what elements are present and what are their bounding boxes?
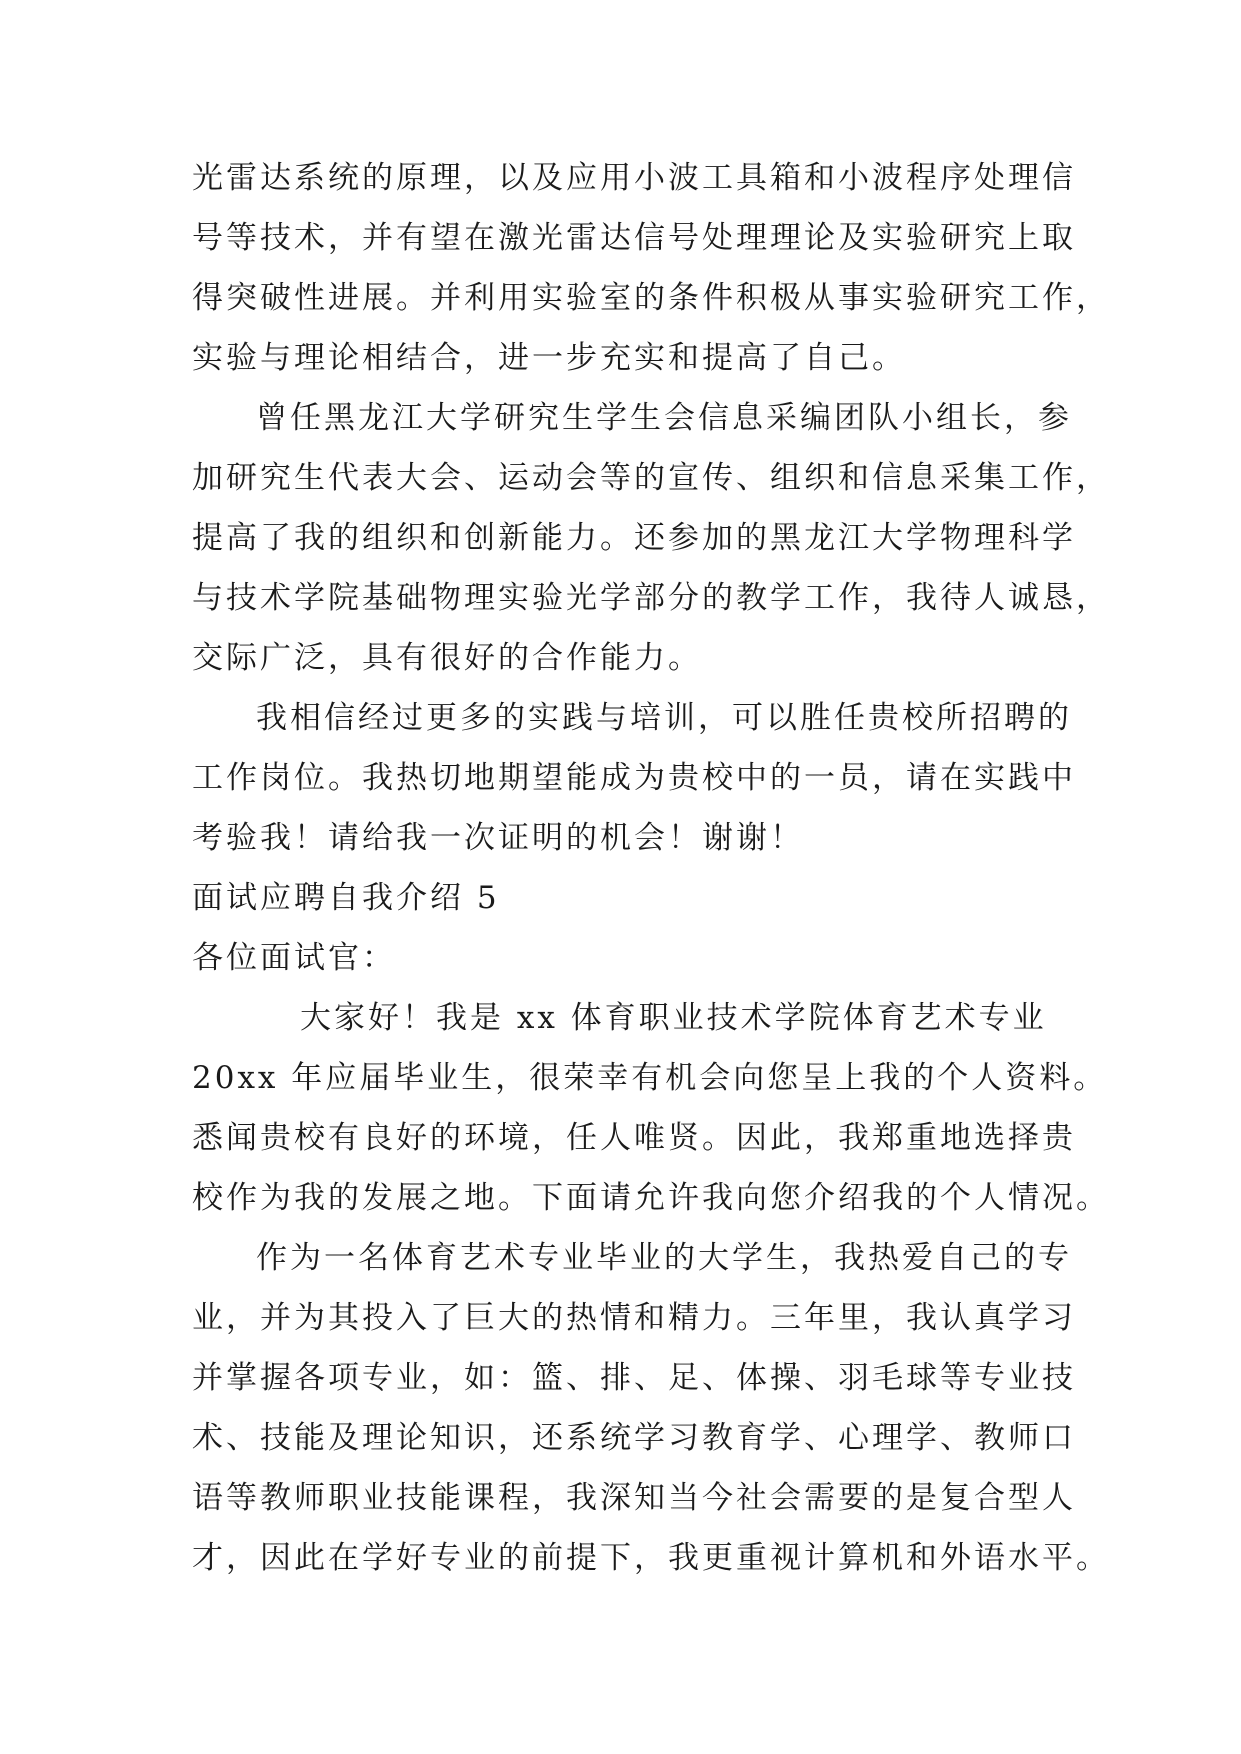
paragraph-line: 加研究生代表大会、运动会等的宣传、组织和信息采集工作， <box>192 460 1110 496</box>
paragraph-line-indented: 曾任黑龙江大学研究生学生会信息采编团队小组长，参 <box>256 400 1072 436</box>
paragraph-line-indented: 大家好！我是 xx 体育职业技术学院体育艺术专业 <box>300 1000 1047 1036</box>
paragraph-line: 业，并为其投入了巨大的热情和精力。三年里，我认真学习 <box>192 1300 1076 1336</box>
paragraph-line: 才，因此在学好专业的前提下，我更重视计算机和外语水平。 <box>192 1540 1110 1576</box>
paragraph-line: 与技术学院基础物理实验光学部分的教学工作，我待人诚恳， <box>192 580 1110 616</box>
paragraph-line: 工作岗位。我热切地期望能成为贵校中的一员，请在实践中 <box>192 760 1076 796</box>
paragraph-line: 光雷达系统的原理，以及应用小波工具箱和小波程序处理信 <box>192 160 1076 196</box>
paragraph-line: 实验与理论相结合，进一步充实和提高了自己。 <box>192 340 906 376</box>
paragraph-line-indented: 作为一名体育艺术专业毕业的大学生，我热爱自己的专 <box>256 1240 1072 1276</box>
paragraph-line: 术、技能及理论知识，还系统学习教育学、心理学、教师口 <box>192 1420 1076 1456</box>
paragraph-line: 号等技术，并有望在激光雷达信号处理理论及实验研究上取 <box>192 220 1076 256</box>
paragraph-line: 考验我！请给我一次证明的机会！谢谢！ <box>192 820 804 856</box>
paragraph-line-indented: 我相信经过更多的实践与培训，可以胜任贵校所招聘的 <box>256 700 1072 736</box>
paragraph-line: 悉闻贵校有良好的环境，任人唯贤。因此，我郑重地选择贵 <box>192 1120 1076 1156</box>
paragraph-line: 交际广泛，具有很好的合作能力。 <box>192 640 702 676</box>
section-heading: 面试应聘自我介绍 5 <box>192 880 500 916</box>
paragraph-line: 校作为我的发展之地。下面请允许我向您介绍我的个人情况。 <box>192 1180 1110 1216</box>
salutation: 各位面试官： <box>192 940 396 976</box>
paragraph-line: 语等教师职业技能课程，我深知当今社会需要的是复合型人 <box>192 1480 1076 1516</box>
paragraph-line: 得突破性进展。并利用实验室的条件积极从事实验研究工作， <box>192 280 1110 316</box>
paragraph-line: 并掌握各项专业，如：篮、排、足、体操、羽毛球等专业技 <box>192 1360 1076 1396</box>
paragraph-line: 提高了我的组织和创新能力。还参加的黑龙江大学物理科学 <box>192 520 1076 556</box>
paragraph-line: 20xx 年应届毕业生，很荣幸有机会向您呈上我的个人资料。 <box>192 1060 1108 1096</box>
